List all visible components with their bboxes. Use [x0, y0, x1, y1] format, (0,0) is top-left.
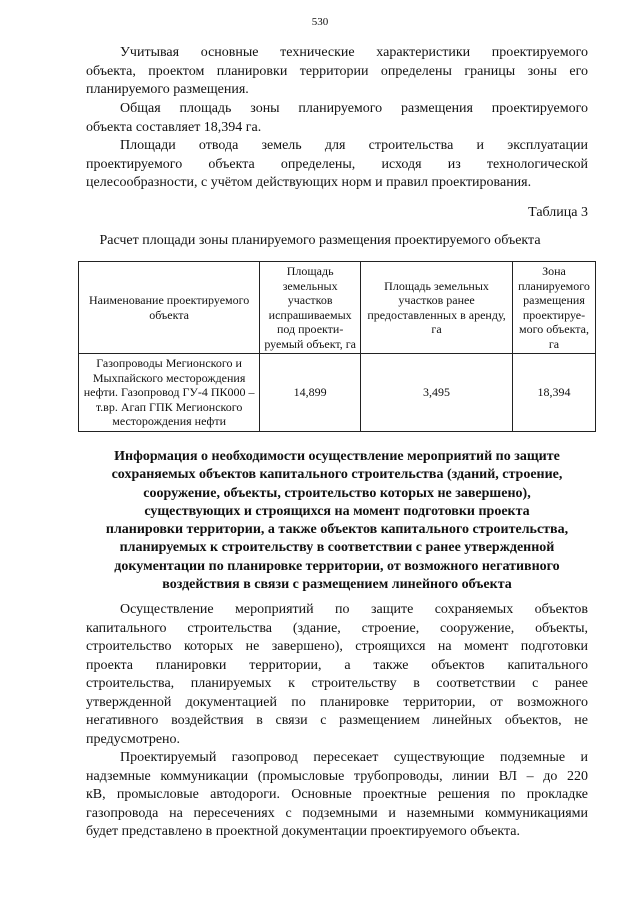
section-heading	[86, 448, 588, 594]
intro-paragraph-1	[86, 44, 588, 100]
text-line: утвержденной документацией по планировке территории, от возможного	[86, 694, 588, 710]
table-header-row	[79, 262, 596, 354]
heading-line: сохраняемых объектов капитального строительства (зданий, строение,	[111, 467, 563, 483]
body-paragraph-1	[86, 601, 588, 749]
text-line: проекта планировки территории, а также объектов капитального	[86, 657, 588, 673]
text-line: Площади отвода земель для строительства и эксплуатации	[120, 138, 588, 153]
text-line: Проектируемый газопровод пересекает существующие подземные и	[120, 750, 588, 765]
table-label: Таблица 3	[528, 205, 588, 220]
table-cell: 14,899	[260, 354, 361, 432]
table-header-cell: Площадь земельных участков ранее предоставленных в аренду, га	[361, 262, 513, 354]
text-line: строительства, планируемых к строительству в соответствии с ранее	[86, 676, 588, 691]
heading-line: существующих и строящихся на момент подготовки проекта	[144, 503, 530, 519]
text-line: объекта составляет 18,394 га.	[86, 119, 262, 135]
table-cell: 3,495	[361, 354, 513, 432]
text-line: Осуществление мероприятий по защите сохраняемых объектов	[120, 602, 588, 617]
text-line: проектируемого объекта определены, исходя из технологической	[86, 156, 588, 172]
intro-paragraph-3	[86, 137, 588, 193]
text-line: надземные коммуникации (промысловые трубопроводы, линии ВЛ – до 220	[86, 768, 588, 784]
table-header-cell: Площадь земельных участков испрашиваемых под проекти-руемый объект, га	[260, 262, 361, 354]
text-line: газопровода на пересечениях с подземными и наземными коммуникациями	[86, 805, 588, 821]
body-paragraph-2	[86, 749, 588, 842]
area-table	[78, 261, 596, 432]
text-line: негативного воздействия в связи с размещением линейных объектов, не	[86, 713, 588, 728]
text-line: строительство которых не завершено), строящихся на момент подготовки	[86, 639, 588, 654]
text-line: Общая площадь зоны планируемого размещения проектируемого	[120, 101, 588, 116]
intro-paragraph-2	[86, 100, 588, 137]
text-line: будет представлено в проектной документации проектируемого объекта.	[86, 824, 520, 839]
text-line: кВ, промысловые автодороги. Основные проектные решения по прокладке	[86, 787, 588, 802]
heading-line: Информация о необходимости осуществление мероприятий по защите	[114, 449, 560, 464]
text-line: капитального строительства (здание, строение, сооружение, объекты,	[86, 620, 588, 636]
text-line: планируемого размещения.	[86, 82, 249, 97]
text-line: целесообразности, с учётом действующих норм и правил проектирования.	[86, 175, 532, 190]
heading-line: планировки территории, а также объектов капитального строительства,	[105, 522, 569, 538]
heading-line: документации по планировке территории, от возможного негативного	[114, 558, 560, 574]
table-header-cell: Зона планируемого размещения проектируе-мого объекта, га	[513, 262, 596, 354]
table-row	[79, 354, 596, 432]
table-cell: Газопроводы Мегионского и Мыхпайского месторождения нефти. Газопровод ГУ-4 ПК000 – т.вр. Агап ГПК Мегионского месторождения нефти	[79, 354, 260, 432]
page-number: 530	[311, 16, 329, 28]
heading-line: воздействия в связи с размещением линейного объекта	[162, 577, 512, 593]
table-header-cell: Наименование проектируемого объекта	[79, 262, 260, 354]
text-line: объекта, проектом планировки территории определены границы зоны его	[86, 63, 588, 79]
heading-line: сооружение, объекты, строительство которых не завершено),	[143, 485, 531, 501]
table-cell: 18,394	[513, 354, 596, 432]
text-line: Учитывая основные технические характеристики проектируемого	[120, 45, 588, 60]
text-line: предусмотрено.	[86, 731, 181, 747]
table-title: Расчет площади зоны планируемого размещения проектируемого объекта	[99, 233, 541, 248]
heading-line: планируемых к строительству в соответствии с ранее утвержденной	[119, 540, 555, 556]
